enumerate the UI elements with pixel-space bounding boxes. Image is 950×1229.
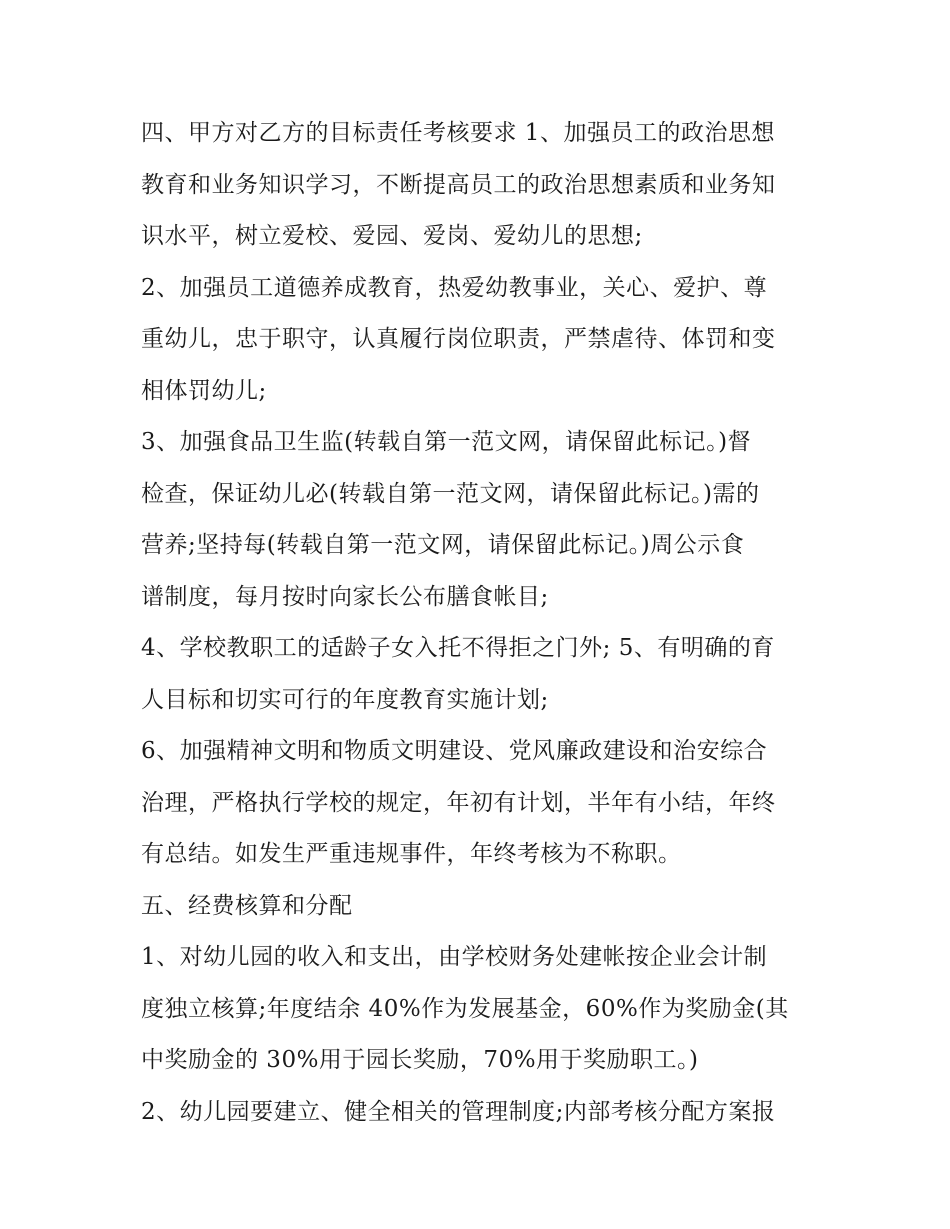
document-body [141,108,821,1138]
text-line: 谱制度，每月按时向家长公布膳食帐目; [141,583,549,610]
text-line: 人目标和切实可行的年度教育实施计划; [141,686,549,713]
text-line: 教育和业务知识学习，不断提高员工的政治思想素质和业务知 [141,171,776,198]
text-line: 四、甲方对乙方的目标责任考核要求 1、加强员工的政治思想 [141,120,775,146]
text-line: 治理，严格执行学校的规定，年初有计划，半年有小结，年终 [141,789,776,816]
text-line: 2、加强员工道德养成教育，热爱幼教事业，关心、爱护、尊 [141,274,768,301]
text-line: 营养;坚持每(转载自第一范文网，请保留此标记。)周公示食 [141,532,745,558]
text-line: 识水平，树立爱校、爱园、爱岗、爱幼儿的思想; [141,223,643,249]
text-line: 2、幼儿园要建立、健全相关的管理制度;内部考核分配方案报 [141,1098,776,1125]
text-line: 检查，保证幼儿必(转载自第一范文网，请保留此标记。)需的 [141,480,760,507]
text-line: 1、对幼儿园的收入和支出，由学校财务处建帐按企业会计制 [141,944,768,970]
text-line: 相体罚幼儿; [141,377,267,404]
section-heading: 五、经费核算和分配 [141,892,353,919]
text-line: 重幼儿，忠于职守，认真履行岗位职责，严禁虐待、体罚和变 [141,326,776,352]
text-line: 有总结。如发生严重违规事件，年终考核为不称职。 [141,841,682,867]
text-line: 3、加强食品卫生监(转载自第一范文网，请保留此标记。)督 [141,429,752,455]
text-line: 6、加强精神文明和物质文明建设、党风廉政建设和治安综合 [141,738,768,764]
text-line: 4、学校教职工的适龄子女入托不得拒之门外; 5、有明确的育 [141,635,775,661]
text-line: 度独立核算;年度结余 40%作为发展基金，60%作为奖励金(其 [141,995,789,1022]
text-line: 中奖励金的 30%用于园长奖励，70%用于奖励职工。) [141,1047,699,1073]
